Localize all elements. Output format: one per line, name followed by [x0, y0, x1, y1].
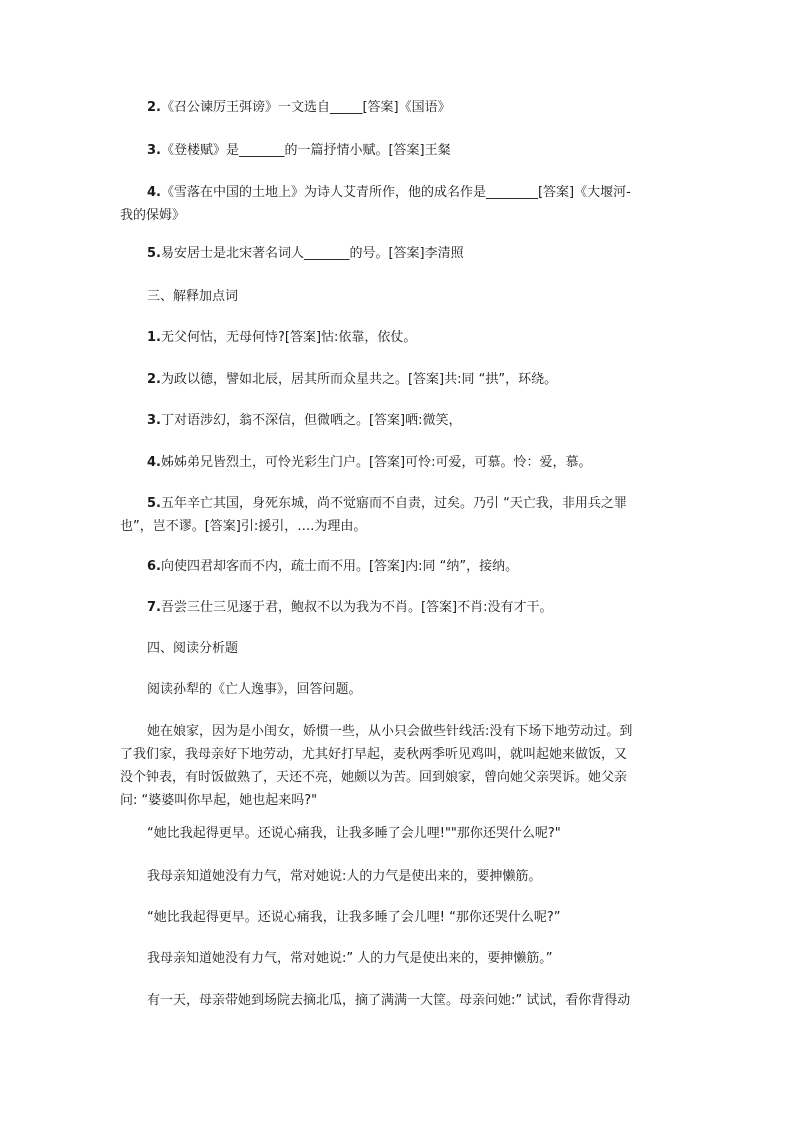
fill-item-3: 3.《登楼赋》是_______的一篇抒情小赋。[答案]王粲 — [147, 143, 451, 158]
explain-item-2: 2.为政以德，譬如北辰，居其所而众星共之。[答案]共:同 “拱”，环绕。 — [147, 372, 558, 387]
section-heading-3: 三、解释加点词 — [147, 289, 239, 304]
explain-item-3: 3.丁对语涉幻，翁不深信，但微哂之。[答案]哂:微笑， — [147, 413, 462, 428]
fill-item-4: 4.《雪落在中国的土地上》为诗人艾青所作，他的成名作是________[答案]《大堰河- 我的保姆》 — [120, 185, 631, 223]
passage-paragraph-4: “她比我起得更早。还说心痛我，让我多睡了会儿哩! “那你还哭什么呢?” — [147, 910, 561, 925]
passage-paragraph-1: 她在娘家，因为是小闺女，娇惯一些，从小只会做些针线活:没有下场下地劳动过。到 了我们家，我母亲好下地劳动，尤其好打早起，麦秋两季听见鸡叫，就叫起她来做饭，又 没个钟表，有时饭做熟了，天还不亮，她颇以为苦。回到娘家，曾向她父亲哭诉。她父亲 问: “婆婆叫你早起，她也起来吗?" — [120, 724, 633, 808]
fill-item-5: 5.易安居士是北宋著名词人_______的号。[答案]李清照 — [147, 246, 464, 261]
section-heading-4: 四、阅读分析题 — [147, 641, 239, 656]
fill-item-2: 2.《召公谏厉王弭谤》一文选自_____[答案]《国语》 — [147, 100, 451, 115]
passage-paragraph-6: 有一天，母亲带她到场院去摘北瓜，摘了满满一大筐。母亲问她:” 试试，看你背得动 — [147, 993, 631, 1008]
passage-paragraph-5: 我母亲知道她没有力气，常对她说:” 人的力气是使出来的，要抻懒筋。” — [147, 951, 553, 966]
explain-item-6: 6.向使四君却客而不内，疏士而不用。[答案]内:同 “纳”，接纳。 — [147, 559, 519, 574]
reading-intro: 阅读孙犁的《亡人逸事》，回答问题。 — [147, 682, 362, 697]
passage-paragraph-2: “她比我起得更早。还说心痛我，让我多睡了会儿哩!""那你还哭什么呢?" — [147, 826, 561, 841]
explain-item-7: 7.吾尝三仕三见逐于君，鲍叔不以为我为不肖。[答案]不肖:没有才干。 — [147, 600, 553, 615]
explain-item-4: 4.姊姊弟兄皆烈土，可怜光彩生门户。[答案]可怜:可爱，可慕。怜：爱，慕。 — [147, 455, 592, 470]
explain-item-1: 1.无父何怙，无母何恃?[答案]怙:依靠，依仗。 — [147, 330, 417, 345]
passage-paragraph-3: 我母亲知道她没有力气，常对她说:人的力气是使出来的，要抻懒筋。 — [147, 869, 542, 884]
explain-item-5: 5.五年辛亡其国，身死东城，尚不觉寤而不自责，过矣。乃引 “天亡我，非用兵之罪 也”，岂不谬。[答案]引:援引，….为理由。 — [120, 496, 627, 534]
